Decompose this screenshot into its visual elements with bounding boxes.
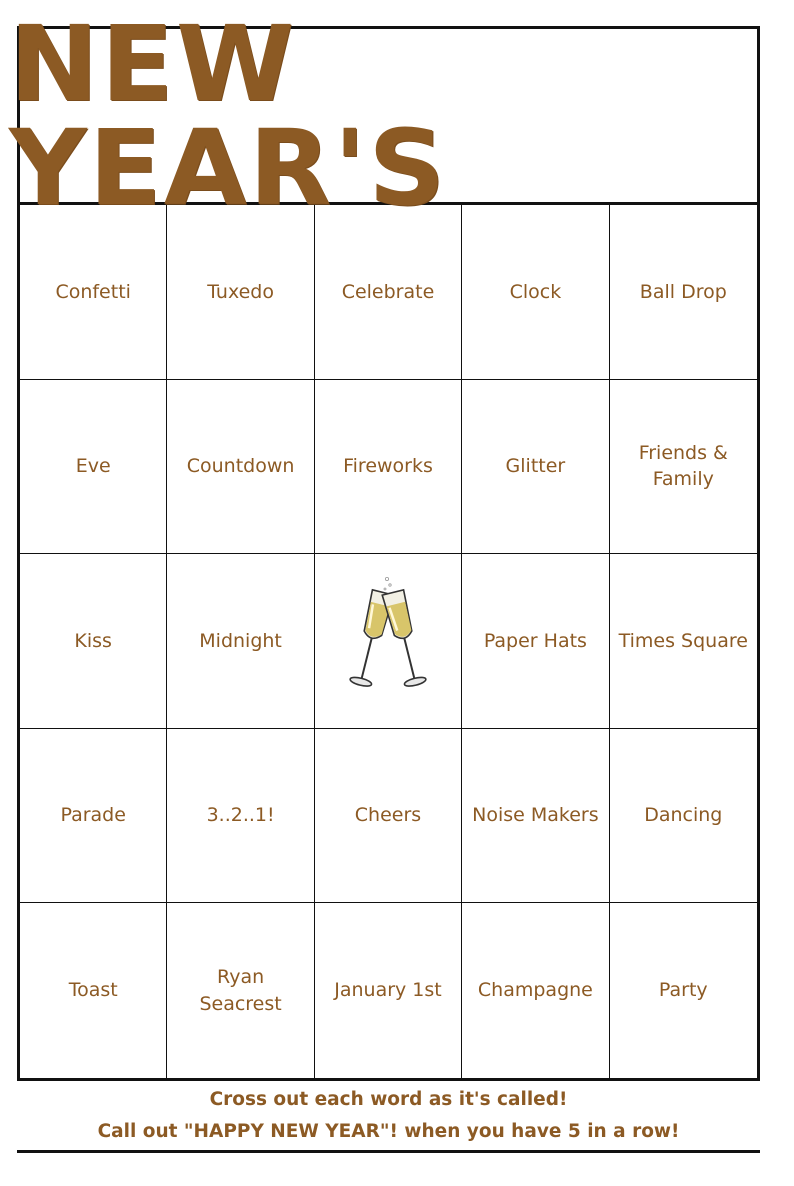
cell-label: Celebrate [341, 280, 435, 303]
instructions [17, 1084, 760, 1148]
cell-label: Confetti [55, 280, 131, 303]
bingo-cell[interactable] [462, 729, 609, 904]
bingo-grid [20, 205, 757, 1078]
cell-label: 3..2..1! [206, 804, 275, 827]
bingo-cell[interactable] [610, 205, 757, 380]
champagne-glasses-icon [333, 571, 443, 711]
bingo-cell[interactable] [610, 729, 757, 904]
cell-label: Paper Hats [483, 629, 587, 652]
bingo-cell[interactable] [462, 205, 609, 380]
bingo-cell[interactable] [462, 903, 609, 1078]
bingo-cell[interactable] [315, 380, 462, 555]
cell-label: Ryan Seacrest [199, 966, 282, 1015]
bingo-cell[interactable] [20, 903, 167, 1078]
cell-label: Noise Makers [472, 804, 599, 827]
bingo-card [8, 2, 760, 1081]
cell-label: Ball Drop [639, 280, 727, 303]
cell-label: January 1st [334, 979, 442, 1002]
card-title: NEW YEAR'S [8, 2, 448, 229]
bingo-cell[interactable] [167, 380, 314, 555]
card-header [8, 2, 757, 229]
cell-label: Toast [68, 979, 118, 1002]
cell-label: Friends & Family [638, 441, 728, 491]
cell-label: Party [658, 979, 708, 1002]
cell-label: Midnight [199, 629, 282, 652]
bingo-cell[interactable] [315, 205, 462, 380]
bingo-cell[interactable] [20, 380, 167, 555]
instructions-line-2: Call out "HAPPY NEW YEAR"! when you have 5 in a row! [97, 1121, 680, 1142]
free-space-cell[interactable] [315, 554, 462, 729]
cell-label: Parade [60, 804, 126, 827]
instructions-line-1: Cross out each word as it's called! [209, 1089, 568, 1110]
bingo-cell[interactable] [167, 205, 314, 380]
bingo-cell[interactable] [167, 903, 314, 1078]
cell-label: Cheers [354, 804, 422, 827]
cell-label: Kiss [74, 629, 112, 652]
bingo-cell[interactable] [20, 554, 167, 729]
bottom-divider [17, 1150, 760, 1153]
bingo-cell[interactable] [315, 903, 462, 1078]
cell-label: Champagne [477, 979, 593, 1002]
cell-label: Clock [509, 280, 562, 303]
cell-label: Eve [75, 455, 111, 478]
bingo-cell[interactable] [167, 554, 314, 729]
cell-label: Times Square [618, 629, 748, 652]
bingo-cell[interactable] [20, 729, 167, 904]
bingo-cell[interactable] [167, 729, 314, 904]
cell-label: Fireworks [343, 455, 433, 478]
bingo-cell[interactable] [610, 554, 757, 729]
bingo-cell[interactable] [610, 380, 757, 555]
cell-label: Dancing [644, 804, 723, 827]
bingo-cell[interactable] [610, 903, 757, 1078]
cell-label: Countdown [186, 455, 295, 478]
bingo-cell[interactable] [462, 554, 609, 729]
bingo-cell[interactable] [462, 380, 609, 555]
cell-label: Glitter [505, 455, 566, 478]
bingo-cell[interactable] [315, 729, 462, 904]
cell-label: Tuxedo [207, 280, 274, 303]
bingo-cell[interactable] [20, 205, 167, 380]
